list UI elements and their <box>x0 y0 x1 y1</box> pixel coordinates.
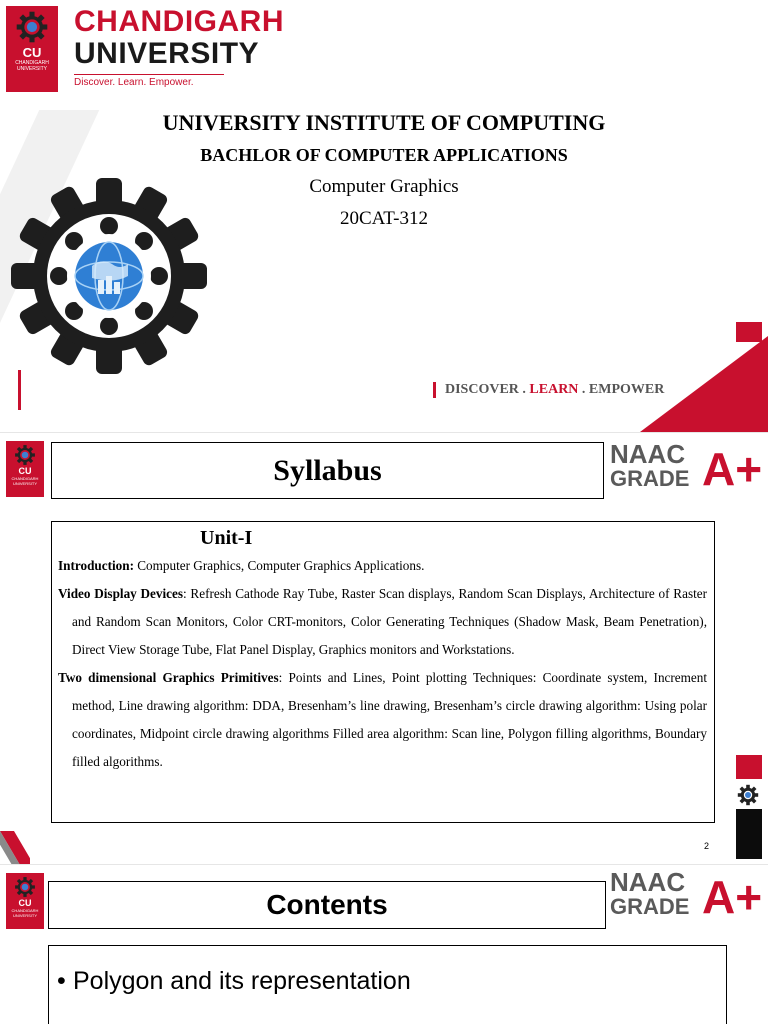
decorative-square <box>736 755 762 779</box>
gear-globe-icon <box>736 783 760 807</box>
naac-label: NAAC <box>610 867 686 897</box>
brand-divider <box>74 74 224 75</box>
logo-cu-text: CU <box>18 466 32 476</box>
brand-line-2: UNIVERSITY <box>74 37 260 70</box>
logo-sub-text: CHANDIGARH UNIVERSITY <box>15 60 49 72</box>
program-title: BACHLOR OF COMPUTER APPLICATIONS <box>200 145 568 165</box>
syllabus-paragraph <box>58 580 707 664</box>
naac-label: NAAC <box>610 439 686 469</box>
decorative-square <box>736 322 762 342</box>
institute-title: UNIVERSITY INSTITUTE OF COMPUTING <box>162 110 606 135</box>
paragraph-text: Computer Graphics, Computer Graphics Applications. <box>133 558 425 573</box>
page-number: 2 <box>704 841 710 851</box>
syllabus-paragraph <box>58 552 707 580</box>
logo-sub-text: CHANDIGARH UNIVERSITY <box>11 476 39 486</box>
logo-cu-text: CU <box>18 898 32 908</box>
motto-part-1: DISCOVER . <box>445 382 530 397</box>
naac-grade-value: A+ <box>702 871 763 923</box>
paragraph-label: Introduction: <box>58 558 134 573</box>
unit-title: Unit-I <box>200 527 253 549</box>
syllabus-content <box>51 521 715 823</box>
brand-tagline: Discover. Learn. Empower. <box>74 77 194 88</box>
decorative-stripe <box>0 831 30 864</box>
contents-list <box>48 945 727 1024</box>
brand-line-1: CHANDIGARH <box>74 5 284 38</box>
motto <box>433 382 664 398</box>
course-code: 20CAT-312 <box>340 208 428 229</box>
naac-grade-label: GRADE <box>610 466 690 491</box>
decorative-bar <box>736 809 762 859</box>
university-logo <box>6 6 58 92</box>
paragraph-label: Two dimensional Graphics Primitives <box>58 670 279 685</box>
motto-part-3: . EMPOWER <box>578 382 665 397</box>
title-slide <box>0 0 768 432</box>
slide-title: Contents <box>48 881 606 929</box>
motto-part-2: LEARN <box>529 382 579 397</box>
paragraph-text: : Points and Lines, Point plotting Techniques: Coordinate system, Increment method, Line drawing algorithm: DDA, Bresenham’s line drawing, Bresenham’s circle drawing algorithm: Using polar coordinates, Midpoint circle drawing algorithms Filled area algorithm: Scan line, Polygon filling algorithms, Boundary filled algorithms. <box>72 670 708 769</box>
slide-title: Syllabus <box>51 442 604 499</box>
university-logo <box>6 441 44 497</box>
syllabus-slide <box>0 432 768 864</box>
gear-globe-icon <box>14 444 36 466</box>
naac-badge <box>608 439 768 499</box>
university-logo <box>6 873 44 929</box>
logo-sub-text: CHANDIGARH UNIVERSITY <box>11 908 39 918</box>
brand-wordmark <box>74 6 284 88</box>
paragraph-text: : Refresh Cathode Ray Tube, Raster Scan displays, Random Scan Displays, Architecture of Raster and Random Scan Monitors, Color CRT-monitors, Color Generating Techniques (Shadow Mask, Beam Penetration), Direct View Storage Tube, Flat Panel Display, Graphics monitors and Workstations. <box>72 586 707 657</box>
list-item-text: Polygon and its representation <box>73 967 411 995</box>
paragraph-label: Video Display Devices <box>58 586 183 601</box>
accent-bar <box>18 370 21 410</box>
naac-badge <box>608 867 768 927</box>
bullet-icon: • <box>57 967 66 995</box>
logo-cu-text: CU <box>22 45 42 60</box>
contents-slide <box>0 864 768 1024</box>
gear-globe-icon <box>4 176 214 376</box>
naac-grade-value: A+ <box>702 443 763 495</box>
list-item <box>57 966 726 996</box>
gear-globe-icon <box>15 10 49 44</box>
gear-globe-icon <box>14 876 36 898</box>
course-title: Computer Graphics <box>309 176 459 197</box>
naac-grade-label: GRADE <box>610 894 690 919</box>
syllabus-paragraph <box>58 664 707 776</box>
